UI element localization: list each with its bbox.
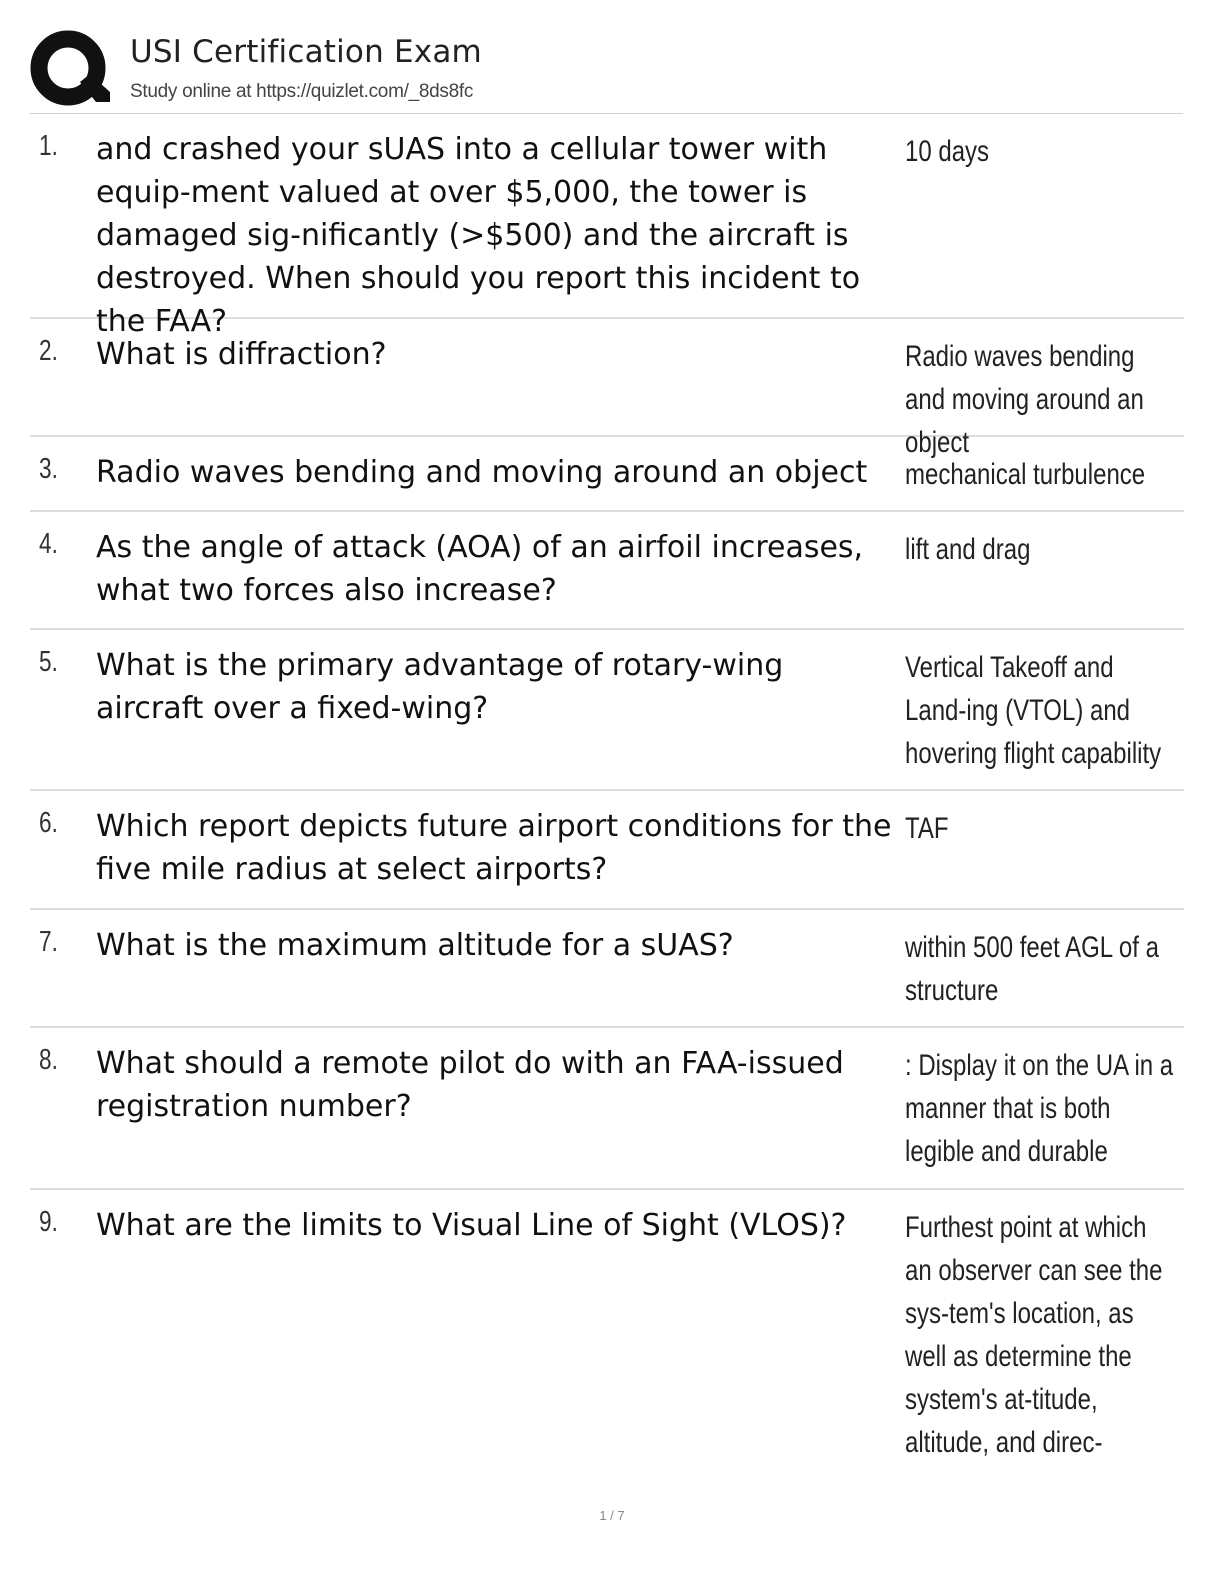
card-number: 6. [39, 807, 58, 839]
flashcard-row [30, 630, 1184, 791]
quizlet-logo-icon [30, 30, 110, 110]
card-number: 8. [39, 1044, 58, 1076]
flashcard-row [30, 437, 1184, 512]
card-term: What is the primary advantage of rotary-wing aircraft over a fixed-wing? [96, 648, 784, 726]
card-term: Which report depicts future airport conditions for the five mile radius at select airports? [96, 809, 892, 887]
flashcard-row [30, 114, 1184, 339]
card-definition: lift and drag [905, 533, 1031, 566]
card-number: 3. [39, 453, 58, 485]
card-number: 1. [39, 130, 58, 162]
card-number: 5. [39, 646, 58, 678]
flashcard-row [30, 319, 1184, 459]
card-number: 2. [39, 335, 58, 367]
card-term: and crashed your sUAS into a cellular tower with equip-ment valued at over $5,000, the tower is damaged sig-nificantly (>$500) and the aircraft is destroyed. When should you report this incident to the FAA? [96, 132, 861, 339]
page-subtitle: Study online at https://quizlet.com/_8ds8fc [130, 81, 474, 102]
card-definition: Furthest point at which an observer can see the sys-tem's location, as well as determine the system's at-titude, altitude, and direc- [905, 1211, 1163, 1459]
card-term: What is diffraction? [96, 337, 387, 372]
card-definition: within 500 feet AGL of a structure [905, 931, 1159, 1007]
card-term: What is the maximum altitude for a sUAS? [96, 928, 734, 963]
card-term: Radio waves bending and moving around an object [96, 455, 868, 490]
card-number: 7. [39, 926, 58, 958]
card-definition: mechanical turbulence [905, 458, 1146, 491]
card-term: What are the limits to Visual Line of Sight (VLOS)? [96, 1208, 847, 1243]
flashcard-list [30, 114, 1184, 1459]
flashcard-row [30, 1190, 1184, 1459]
flashcard-row [30, 910, 1184, 1028]
card-definition: Vertical Takeoff and Land-ing (VTOL) and hovering flight capability [905, 651, 1162, 770]
card-definition: TAF [905, 812, 949, 845]
card-definition: : Display it on the UA in a manner that is both legible and durable [905, 1049, 1174, 1168]
page-number: 1 / 7 [599, 1508, 625, 1523]
page-title: USI Certification Exam [130, 34, 482, 70]
flashcard-row [30, 791, 1184, 910]
flashcard-row [30, 1028, 1184, 1190]
card-term: What should a remote pilot do with an FAA-issued registration number? [96, 1046, 844, 1124]
card-definition: 10 days [905, 135, 990, 168]
card-number: 9. [39, 1206, 58, 1238]
card-definition: Radio waves bending and moving around an object [905, 340, 1144, 459]
card-number: 4. [39, 528, 58, 560]
flashcard-row [30, 512, 1184, 630]
card-term: As the angle of attack (AOA) of an airfoil increases, what two forces also increase? [96, 530, 864, 608]
